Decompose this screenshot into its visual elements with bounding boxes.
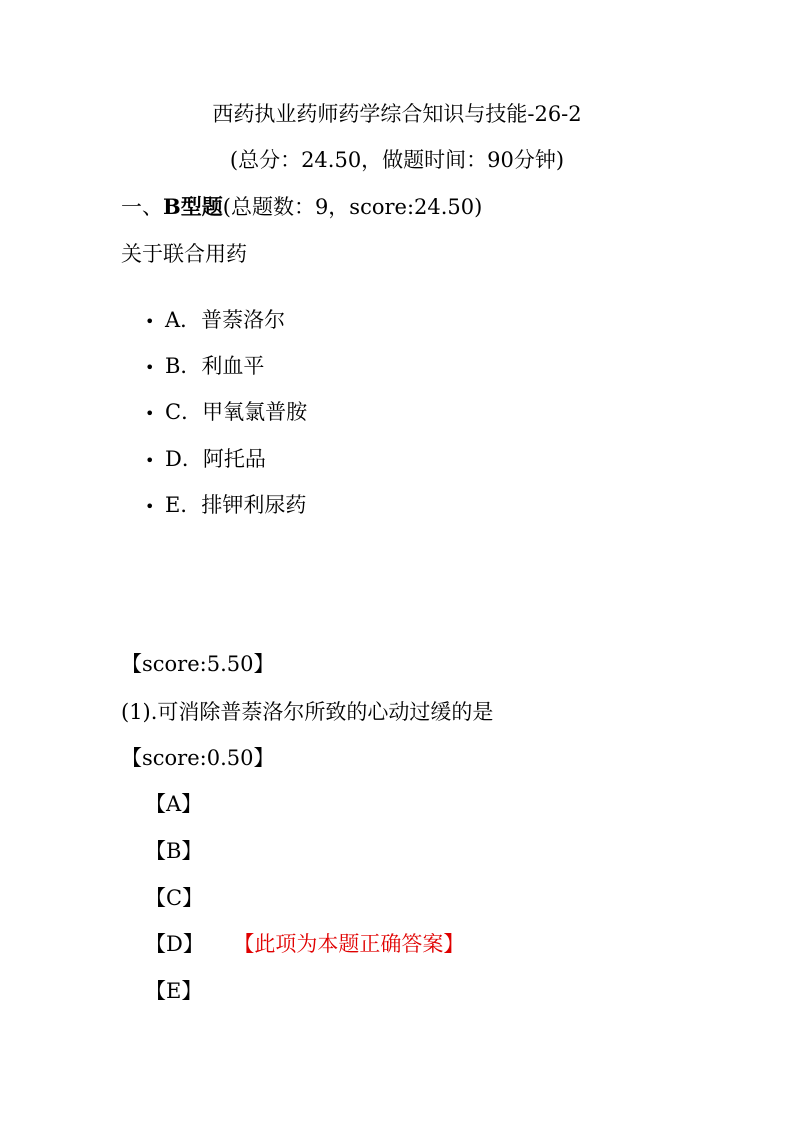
option-item: [145, 306, 285, 336]
document-subtitle: (总分：24.50，做题时间：90分钟): [229, 148, 565, 172]
answer-choice-label: 【B】: [145, 839, 203, 863]
question-text: (1).可消除普萘洛尔所致的心动过缓的是: [121, 700, 494, 724]
question-score: 【score:0.50】: [121, 746, 275, 770]
correct-answer-note: 【此项为本题正确答案】: [243, 932, 465, 956]
answer-choice: [145, 930, 464, 958]
answer-choice-label: 【D】: [145, 932, 204, 956]
option-item: [145, 352, 264, 382]
question-stem: 关于联合用药: [121, 242, 247, 266]
answer-choice: [145, 884, 203, 912]
answer-choice: [145, 977, 202, 1005]
answer-choice: [145, 790, 202, 818]
answer-choice-label: 【A】: [145, 792, 203, 816]
option-label: A．普萘洛尔: [165, 308, 286, 332]
answer-choice-label: 【C】: [145, 886, 204, 910]
bullet-icon: •: [145, 404, 155, 423]
bullet-icon: •: [145, 358, 155, 377]
section-heading-meta: (总题数：9，score:24.50): [222, 195, 483, 219]
document-title: 西药执业药师药学综合知识与技能-26-2: [212, 102, 582, 126]
bullet-icon: •: [145, 451, 155, 470]
section-heading-prefix: 一、: [121, 195, 163, 219]
option-label: C．甲氧氯普胺: [165, 400, 308, 424]
section-heading-type: B型题: [163, 194, 223, 219]
section-heading: [121, 193, 482, 221]
bullet-icon: •: [145, 312, 155, 331]
option-item: [145, 491, 306, 521]
option-label: B．利血平: [165, 354, 265, 378]
answer-choice: [145, 837, 202, 865]
bullet-icon: •: [145, 497, 155, 516]
group-score: 【score:5.50】: [121, 652, 275, 676]
option-item: [145, 398, 307, 428]
option-item: [145, 445, 266, 475]
option-label: D．阿托品: [165, 447, 266, 471]
answer-choice-label: 【E】: [145, 979, 203, 1003]
option-label: E．排钾利尿药: [165, 493, 307, 517]
